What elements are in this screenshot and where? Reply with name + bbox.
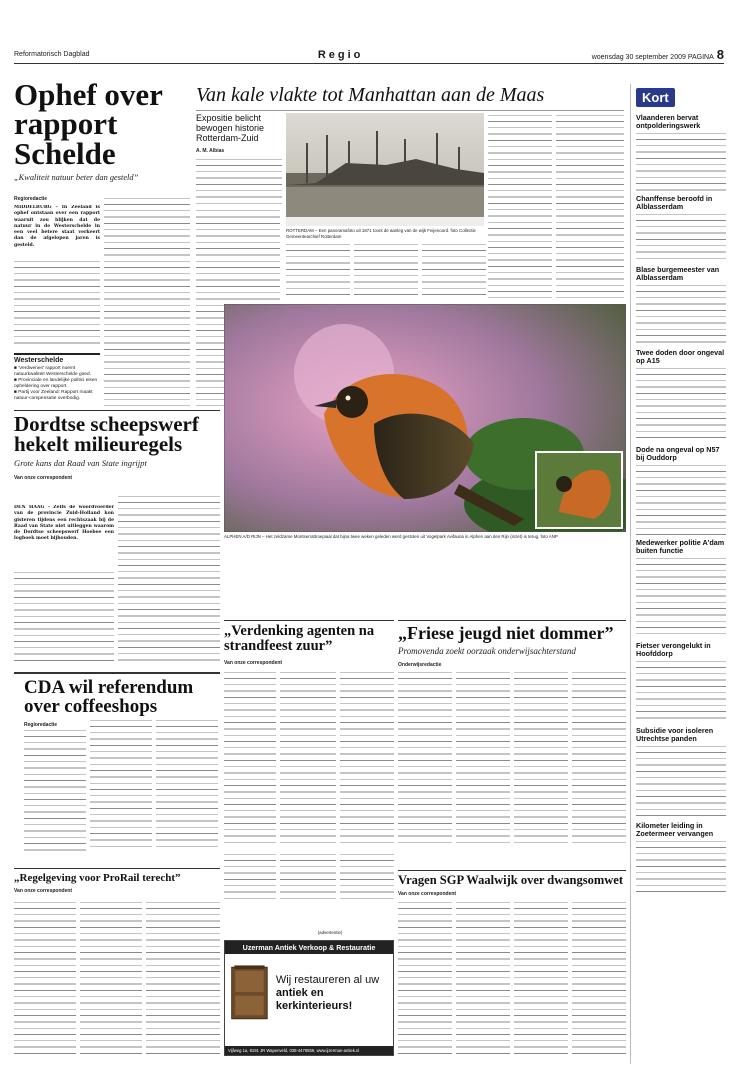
kort-item-title: Medewerker politie A'dam buiten functie <box>636 538 725 555</box>
verdenking-col2-cont <box>280 852 336 904</box>
prorail-col3 <box>146 900 220 1056</box>
manhattan-deck: Expositie belicht bewogen historie Rotterdam-Zuid <box>196 113 265 143</box>
box-bullet: ■ Partij voor Zeeland: Rapport maakt natuur-compensatie overbodig. <box>14 390 93 401</box>
kort-item-body <box>636 839 726 897</box>
kort-item <box>636 727 726 818</box>
manhattan-headline-wrap <box>196 84 624 111</box>
sgp-col4 <box>572 900 626 1056</box>
kort-item <box>636 114 726 191</box>
friese-byline: Onderwijsredactie <box>398 662 442 668</box>
verdenking-col3-cont <box>340 852 394 904</box>
panorama-caption: ROTTERDAM – Een panoramafoto uit 1871 toont de aanleg van de wijk Feijenoord. foto Collectie Gemeentearchief Rotterdam <box>286 228 476 239</box>
kort-item-title: Twee doden door ongeval op A15 <box>636 348 725 365</box>
manhattan-deck-wrap <box>196 113 282 205</box>
schelde-body-1 <box>14 259 100 349</box>
scheepswerf-col2 <box>118 494 220 664</box>
verdenking-col3 <box>340 670 394 848</box>
box-bullet: ■ Provinciale en landelijke politici eisen opheldering over rapport. <box>14 378 98 389</box>
kort-item-body <box>636 131 726 191</box>
scheepswerf-byline: Van onze correspondent <box>14 475 73 481</box>
manhattan-col3 <box>422 242 486 298</box>
scheepswerf-col1 <box>14 505 114 662</box>
westerschelde-box-title: Westerschelde <box>14 357 64 364</box>
kort-item-body <box>636 283 726 345</box>
friese-col1 <box>398 670 452 848</box>
friese-subtitle: Promovenda zoekt oorzaak onderwijsachterstand <box>398 646 576 656</box>
manhattan-headline: Van kale vlakte tot Manhattan aan de Maas <box>196 84 545 106</box>
kort-item-body <box>636 659 726 723</box>
box-bullet: ■ 'Verdwenen' rapport noemt natuurkwaliteit Westerschelde goed. <box>14 366 91 377</box>
friese-col2 <box>456 670 510 848</box>
scheepswerf-lead: DEN HAAG – Zelfs de woordvoerder van de provincie Zuid-Holland kon gisteren tijdens een rechtszaak bij de Raad van State niet uitleggen waarom de Dordtse scheepswerf Hoebee een logboek moet bijhouden. <box>14 505 114 542</box>
kort-item-body <box>636 744 726 818</box>
prorail-col2 <box>80 900 142 1056</box>
friese-col4 <box>572 670 626 848</box>
schelde-col2 <box>104 196 190 406</box>
referendum-col2 <box>90 718 152 852</box>
kort-column <box>636 84 726 897</box>
manhattan-col2 <box>354 242 418 298</box>
schelde-headline: Ophef over rapport Schelde <box>14 77 163 171</box>
page-number: 8 <box>716 47 724 62</box>
referendum-col1 <box>24 728 86 852</box>
ad-line-1: Wij restaureren al uw <box>275 973 380 986</box>
date-label: woensdag 30 september 2009 PAGINA <box>591 54 714 61</box>
verdenking-rule <box>224 620 394 621</box>
box-bullet-text: 'Verdwenen' rapport noemt natuurkwaliteit Westerschelde goed. <box>14 366 91 377</box>
verdenking-headline: „Verdenking agenten na strandfeest zuur” <box>224 623 375 654</box>
verdenking-col1-cont <box>224 852 276 904</box>
manhattan-col1 <box>286 242 350 298</box>
manhattan-lead <box>196 157 282 205</box>
scheepswerf-article <box>14 414 220 481</box>
kort-item-body <box>636 366 726 442</box>
ad-message <box>276 974 389 1013</box>
sgp-col3 <box>514 900 568 1056</box>
verdenking-col1 <box>224 670 276 848</box>
verdenking-col2 <box>280 670 336 848</box>
scheepswerf-subtitle: Grote kans dat Raad van State ingrijpt <box>14 458 147 468</box>
bird-photo <box>224 304 626 532</box>
kort-item <box>636 822 726 897</box>
scheepswerf-body-1 <box>14 570 114 662</box>
box-bullet-text: Partij voor Zeeland: Rapport maakt natuur-compensatie overbodig. <box>14 390 93 401</box>
kort-item <box>636 642 726 723</box>
prorail-article <box>14 872 220 894</box>
schelde-byline: Regioredactie <box>14 196 48 202</box>
kort-divider <box>630 84 631 1064</box>
kort-header <box>636 84 726 110</box>
bird-image <box>224 304 626 532</box>
verdenking-byline: Van onze correspondent <box>224 660 283 666</box>
kort-item-body <box>636 463 726 535</box>
sgp-byline: Van onze correspondent <box>398 891 457 897</box>
sgp-col1 <box>398 900 452 1056</box>
kort-item-title: Fietser verongelukt in Hoofddorp <box>636 641 711 658</box>
sgp-col2 <box>456 900 510 1056</box>
sgp-article <box>398 874 626 897</box>
verdenking-article <box>224 624 394 666</box>
kort-item-body <box>636 212 726 262</box>
prorail-col1 <box>14 900 76 1056</box>
manhattan-col4 <box>488 113 552 298</box>
referendum-headline: CDA wil referendum over coffeeshops <box>24 677 194 717</box>
ijzerman-ad[interactable] <box>224 940 394 1056</box>
section-title: Regio <box>317 48 364 61</box>
scheepswerf-rule <box>14 410 220 411</box>
manhattan-byline: A. M. Albias <box>196 148 225 154</box>
sgp-headline: Vragen SGP Waalwijk over dwangsomwet <box>398 873 624 887</box>
kort-item <box>636 446 726 535</box>
friese-rule <box>398 620 626 621</box>
kort-item-title: Kilometer leiding in Zoetermeer vervangen <box>636 821 714 838</box>
friese-col3 <box>514 670 568 848</box>
friese-headline: „Friese jeugd niet dommer” <box>398 623 614 643</box>
kort-item-title: Blase burgemeester van Alblasserdam <box>636 265 720 282</box>
kort-item <box>636 539 726 638</box>
page-header <box>14 46 724 64</box>
ad-top-banner: Uzerman Antiek Verkoop & Restauratie <box>225 941 393 954</box>
prorail-rule <box>14 868 220 869</box>
cabinet-icon <box>229 960 270 1026</box>
manhattan-col5 <box>556 113 624 298</box>
panorama-photo <box>286 113 484 226</box>
kort-label: Kort <box>636 88 675 107</box>
ad-label: (advertentie) <box>317 930 343 935</box>
westerschelde-box <box>14 353 100 402</box>
paper-name: Reformatorisch Dagblad <box>14 51 90 58</box>
kort-item <box>636 266 726 345</box>
panorama-image <box>286 113 484 226</box>
referendum-rule <box>14 672 220 674</box>
scheepswerf-headline: Dordtse scheepswerf hekelt milieuregels <box>14 412 199 456</box>
kort-item-title: Vlaanderen bervat ontpolderingswerk <box>636 113 701 130</box>
sgp-rule <box>398 870 626 871</box>
kort-item-body <box>636 556 726 638</box>
bird-caption: ALPHEN A/D RIJN – Het zeldzame Montserrattroepiaal dat bijna twee weken geleden werd gestolen uit Vogelpark Avifauna in Alphen aan den Rijn (inzet) is terug. foto ANP <box>224 534 558 539</box>
friese-article <box>398 624 626 668</box>
kort-item-title: Dode na ongeval op N57 bij Ouddorp <box>636 445 720 462</box>
kort-item-title: Chanffense beroofd in Alblasserdam <box>636 194 713 211</box>
kort-item <box>636 349 726 442</box>
prorail-byline: Van onze correspondent <box>14 888 73 894</box>
referendum-col3 <box>156 718 218 852</box>
ad-line-2: antiek en kerkinterieurs! <box>275 986 353 1012</box>
referendum-byline: Regioredactie <box>24 722 58 728</box>
box-bullet-text: Provinciale en landelijke politici eisen opheldering over rapport. <box>14 378 98 389</box>
ad-footer: Vijfweg 1a, 8191 JR Wapenveld, 038-4476559, www.ijzerman-antiek.nl <box>225 1046 393 1055</box>
schelde-col1 <box>14 196 100 402</box>
page-info <box>592 47 724 62</box>
kort-item <box>636 195 726 262</box>
kort-item-title: Subsidie voor isoleren Utrechtse panden <box>636 726 714 743</box>
schelde-subtitle: „Kwaliteit natuur beter dan gesteld” <box>14 173 139 183</box>
schelde-lead: MIDDELBURG – In Zeeland is ophef ontstaan over een rapport waaruit zou blijken dat de natuur in de Westerschelde in een veel betere staat verkeert dan de afgelopen jaren is gesteld. <box>14 205 100 248</box>
prorail-headline: „Regelgeving voor ProRail terecht” <box>14 872 181 884</box>
schelde-article <box>14 77 174 183</box>
